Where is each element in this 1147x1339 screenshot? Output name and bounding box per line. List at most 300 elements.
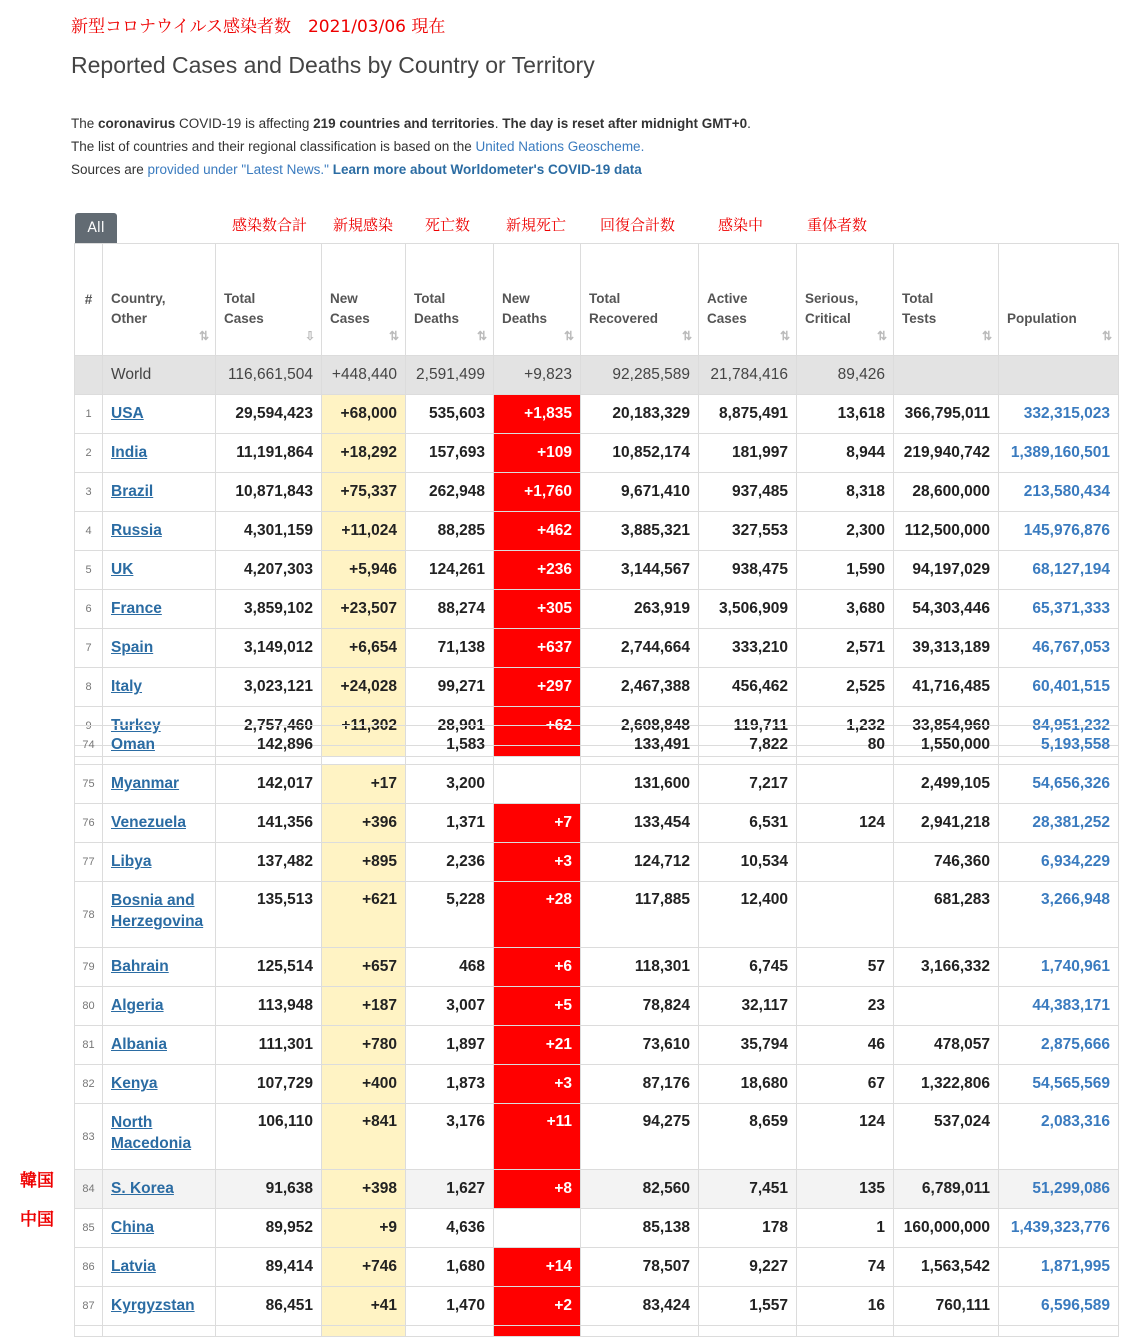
cell-total-cases: 141,356 — [216, 804, 322, 843]
cell-active-cases: 7,217 — [699, 765, 797, 804]
cell-total-recovered: 78,507 — [581, 1248, 699, 1287]
cell-total-tests: 537,024 — [894, 1104, 999, 1170]
cell-total-tests: 33,854,960 — [894, 707, 999, 746]
cell-rank: 1 — [75, 395, 103, 434]
cell-new-cases: +24,028 — [322, 668, 406, 707]
column-header-total-deaths[interactable] — [406, 244, 494, 356]
cell-country — [103, 804, 216, 843]
cell-total-cases: 113,948 — [216, 987, 322, 1026]
cell-new-deaths: +305 — [494, 590, 581, 629]
cell-total-cases: 86,451 — [216, 1287, 322, 1326]
cell-active-cases: 8,875,491 — [699, 395, 797, 434]
cell-population: 213,580,434 — [999, 473, 1119, 512]
cell-rank: 85 — [75, 1209, 103, 1248]
country-link[interactable]: India — [111, 444, 148, 461]
cell-total-recovered: 133,454 — [581, 804, 699, 843]
cell-total-tests — [894, 356, 999, 395]
cell-total-deaths: 88,285 — [406, 512, 494, 551]
country-link[interactable]: Myanmar — [111, 775, 180, 792]
column-header-country[interactable] — [103, 244, 216, 356]
table-row — [75, 987, 1119, 1026]
table-row — [75, 726, 1119, 765]
cell-new-cases — [322, 1326, 406, 1337]
cell-total-tests: 3,166,332 — [894, 948, 999, 987]
header-label-line2: Other — [111, 310, 148, 326]
country-link[interactable]: Spain — [111, 639, 154, 656]
country-link[interactable]: Kyrgyzstan — [111, 1297, 195, 1314]
cell-total-tests: 1,550,000 — [894, 726, 999, 765]
cell-new-cases: +187 — [322, 987, 406, 1026]
cell-total-cases: 106,110 — [216, 1104, 322, 1170]
cell-new-deaths: +9,823 — [494, 356, 581, 395]
cell-new-cases: +18,292 — [322, 434, 406, 473]
cell-population: 46,767,053 — [999, 629, 1119, 668]
header-label-line2: Critical — [805, 310, 851, 326]
sort-icon[interactable]: ⇅ — [198, 329, 209, 343]
cell-new-deaths: +14 — [494, 1248, 581, 1287]
cell-active-cases: 1,557 — [699, 1287, 797, 1326]
column-header-total-tests[interactable] — [894, 244, 999, 356]
cell-total-deaths: 3,176 — [406, 1104, 494, 1170]
cell-country: World — [103, 356, 216, 395]
table-row — [75, 843, 1119, 882]
table-row — [75, 512, 1119, 551]
cell-serious-critical — [797, 1326, 894, 1337]
table-row — [75, 1104, 1119, 1170]
cell-active-cases: 21,784,416 — [699, 356, 797, 395]
cell-population: 1,871,995 — [999, 1248, 1119, 1287]
sort-icon[interactable]: ⇩ — [304, 329, 315, 343]
cell-new-cases: +657 — [322, 948, 406, 987]
cell-new-deaths: +1,835 — [494, 395, 581, 434]
column-header-new-cases[interactable] — [322, 244, 406, 356]
column-header-new-deaths[interactable] — [494, 244, 581, 356]
cell-total-recovered: 20,183,329 — [581, 395, 699, 434]
cell-country — [103, 1026, 216, 1065]
intro-text-5: Sources are — [71, 162, 148, 177]
cell-country — [103, 590, 216, 629]
cell-total-deaths: 4,636 — [406, 1209, 494, 1248]
country-link[interactable]: Russia — [111, 522, 162, 539]
header-label-line2: Cases — [707, 310, 747, 326]
cell-country — [103, 948, 216, 987]
cell-new-cases: +448,440 — [322, 356, 406, 395]
cell-total-recovered: 85,138 — [581, 1209, 699, 1248]
cell-population: 1,389,160,501 — [999, 434, 1119, 473]
cell-total-recovered: 82,560 — [581, 1170, 699, 1209]
cell-country — [103, 668, 216, 707]
header-label-line2: Population — [1007, 310, 1077, 326]
country-link[interactable]: Libya — [111, 853, 152, 870]
cell-rank — [75, 356, 103, 395]
header-label-line2: Deaths — [414, 310, 460, 326]
cell-rank: 76 — [75, 804, 103, 843]
cell-new-deaths: +6 — [494, 948, 581, 987]
cell-active-cases: 7,822 — [699, 726, 797, 765]
intro-bold-1: coronavirus — [98, 116, 176, 131]
cell-active-cases: 178 — [699, 1209, 797, 1248]
table-row — [75, 882, 1119, 948]
header-label-line2: Deaths — [502, 310, 548, 326]
cell-new-deaths: +297 — [494, 668, 581, 707]
cell-total-tests — [894, 987, 999, 1026]
cell-rank: 81 — [75, 1026, 103, 1065]
cell-serious-critical — [797, 843, 894, 882]
cell-population: 6,596,589 — [999, 1287, 1119, 1326]
column-header-total-recovered[interactable] — [581, 244, 699, 356]
cell-new-cases: +11,302 — [322, 707, 406, 746]
cell-total-cases: 111,301 — [216, 1026, 322, 1065]
latest-news-link[interactable]: provided under "Latest News." — [147, 162, 329, 177]
header-label-line1: Active — [707, 290, 748, 306]
cell-total-recovered: 78,824 — [581, 987, 699, 1026]
country-link[interactable]: Kenya — [111, 1075, 158, 1092]
sort-icon[interactable]: ⇅ — [981, 329, 992, 343]
cell-total-cases: 107,729 — [216, 1065, 322, 1104]
cell-total-recovered: 3,885,321 — [581, 512, 699, 551]
cell-new-deaths: +109 — [494, 434, 581, 473]
country-link[interactable]: Turkey — [111, 717, 161, 734]
learn-more-link[interactable]: Learn more about Worldometer's COVID-19 data — [332, 162, 642, 177]
cell-active-cases: 6,531 — [699, 804, 797, 843]
cell-rank: 79 — [75, 948, 103, 987]
cell-total-tests: 94,197,029 — [894, 551, 999, 590]
cell-new-deaths — [494, 726, 581, 765]
intro-text-4: . The list of countries and their regional classification is based on the — [71, 116, 751, 154]
cell-country — [103, 1209, 216, 1248]
header-label: # — [84, 291, 93, 307]
cell-new-deaths: +3 — [494, 843, 581, 882]
cell-new-cases: +398 — [322, 1170, 406, 1209]
sort-icon[interactable]: ⇅ — [681, 329, 692, 343]
cell-total-deaths: 5,228 — [406, 882, 494, 948]
table-row — [75, 1209, 1119, 1248]
country-link[interactable]: North Macedonia — [111, 1114, 192, 1152]
cell-new-deaths: +21 — [494, 1026, 581, 1065]
cell-serious-critical: 135 — [797, 1170, 894, 1209]
cell-total-tests: 2,941,218 — [894, 804, 999, 843]
cell-population: 54,565,569 — [999, 1065, 1119, 1104]
column-header-serious-critical[interactable] — [797, 244, 894, 356]
cell-serious-critical: 16 — [797, 1287, 894, 1326]
cell-new-cases: +11,024 — [322, 512, 406, 551]
header-label-line1: Total — [902, 290, 934, 306]
jp-label-new-cases: 新規感染 — [333, 216, 394, 234]
cell-new-cases: +841 — [322, 1104, 406, 1170]
covid-table-top — [74, 243, 1119, 757]
country-link[interactable]: Brazil — [111, 483, 154, 500]
cell-rank: 5 — [75, 551, 103, 590]
cell-total-cases: 142,017 — [216, 765, 322, 804]
cell-country — [103, 726, 216, 765]
cell-population: 51,299,086 — [999, 1170, 1119, 1209]
cell-country — [103, 843, 216, 882]
header-label-line1: Country, — [111, 290, 166, 306]
table-row — [75, 434, 1119, 473]
country-link[interactable]: S. Korea — [111, 1180, 174, 1197]
cell-new-cases: +400 — [322, 1065, 406, 1104]
cell-total-deaths: 99,271 — [406, 668, 494, 707]
header-label-line2: Tests — [902, 310, 937, 326]
cell-total-deaths: 28,901 — [406, 707, 494, 746]
cell-serious-critical: 1 — [797, 1209, 894, 1248]
cell-new-deaths: +2 — [494, 1287, 581, 1326]
cell-total-cases: 125,514 — [216, 948, 322, 987]
cell-rank: 9 — [75, 707, 103, 746]
cell-total-cases: 4,207,303 — [216, 551, 322, 590]
country-link[interactable]: Bahrain — [111, 958, 169, 975]
cell-active-cases — [699, 1326, 797, 1337]
cell-active-cases: 35,794 — [699, 1026, 797, 1065]
cell-active-cases: 3,506,909 — [699, 590, 797, 629]
sort-icon[interactable]: ⇅ — [563, 329, 574, 343]
cell-rank: 77 — [75, 843, 103, 882]
cell-rank: 8 — [75, 668, 103, 707]
header-label-line1: Total — [589, 290, 621, 306]
header-label-line2: Recovered — [589, 310, 659, 326]
cell-serious-critical — [797, 765, 894, 804]
cell-rank: 87 — [75, 1287, 103, 1326]
cell-total-deaths: 2,591,499 — [406, 356, 494, 395]
cell-total-cases — [216, 1326, 322, 1337]
cell-new-deaths: +62 — [494, 707, 581, 746]
sort-icon[interactable]: ⇅ — [1101, 329, 1112, 343]
cell-country — [103, 1287, 216, 1326]
cell-total-recovered — [581, 1326, 699, 1337]
cell-new-deaths: +1,760 — [494, 473, 581, 512]
jp-label-active: 感染中 — [718, 216, 764, 234]
cell-population: 1,740,961 — [999, 948, 1119, 987]
cell-rank: 84 — [75, 1170, 103, 1209]
cell-total-recovered: 2,608,848 — [581, 707, 699, 746]
cell-rank: 78 — [75, 882, 103, 948]
table-row — [75, 629, 1119, 668]
cell-new-cases: +621 — [322, 882, 406, 948]
cell-total-deaths: 71,138 — [406, 629, 494, 668]
table-row — [75, 1170, 1119, 1209]
cell-country — [103, 987, 216, 1026]
cell-new-cases: +396 — [322, 804, 406, 843]
cell-total-tests: 39,313,189 — [894, 629, 999, 668]
table-row — [75, 948, 1119, 987]
country-link[interactable]: Algeria — [111, 997, 164, 1014]
un-geoscheme-link[interactable]: United Nations Geoscheme. — [475, 139, 645, 154]
cell-new-cases — [322, 726, 406, 765]
cell-active-cases: 7,451 — [699, 1170, 797, 1209]
country-link[interactable]: Italy — [111, 678, 143, 695]
cell-active-cases: 333,210 — [699, 629, 797, 668]
cell-serious-critical: 124 — [797, 804, 894, 843]
cell-population — [999, 356, 1119, 395]
cell-new-deaths: +7 — [494, 804, 581, 843]
cell-total-recovered: 131,600 — [581, 765, 699, 804]
cell-active-cases: 9,227 — [699, 1248, 797, 1287]
column-header-population[interactable] — [999, 244, 1119, 356]
cell-rank: 4 — [75, 512, 103, 551]
cell-total-recovered: 10,852,174 — [581, 434, 699, 473]
cell-serious-critical: 23 — [797, 987, 894, 1026]
cell-rank: 74 — [75, 726, 103, 765]
cell-country — [103, 395, 216, 434]
cell-new-deaths — [494, 765, 581, 804]
cell-active-cases: 6,745 — [699, 948, 797, 987]
cell-country — [103, 882, 216, 948]
cell-total-tests: 219,940,742 — [894, 434, 999, 473]
covid-table-bottom — [74, 725, 1119, 1337]
country-link[interactable]: France — [111, 600, 162, 617]
cell-total-tests: 1,563,542 — [894, 1248, 999, 1287]
cell-population: 65,371,333 — [999, 590, 1119, 629]
cell-total-tests: 28,600,000 — [894, 473, 999, 512]
cell-total-deaths: 468 — [406, 948, 494, 987]
cell-total-cases: 137,482 — [216, 843, 322, 882]
cell-total-recovered: 94,275 — [581, 1104, 699, 1170]
cell-rank: 7 — [75, 629, 103, 668]
cell-population: 145,976,876 — [999, 512, 1119, 551]
country-link[interactable]: Albania — [111, 1036, 167, 1053]
cell-total-deaths: 1,680 — [406, 1248, 494, 1287]
cell-serious-critical: 2,571 — [797, 629, 894, 668]
cell-country — [103, 512, 216, 551]
cell-new-deaths: +3 — [494, 1065, 581, 1104]
cell-total-tests: 366,795,011 — [894, 395, 999, 434]
cell-total-deaths: 157,693 — [406, 434, 494, 473]
country-link[interactable]: Venezuela — [111, 814, 186, 831]
cell-total-recovered: 2,744,664 — [581, 629, 699, 668]
cell-country — [103, 473, 216, 512]
country-link[interactable]: Bosnia and Herzegovina — [111, 892, 204, 930]
column-header-active-cases[interactable] — [699, 244, 797, 356]
cell-active-cases: 119,711 — [699, 707, 797, 746]
cell-new-cases: +41 — [322, 1287, 406, 1326]
table-row — [75, 1026, 1119, 1065]
jp-label-recovered: 回復合計数 — [600, 216, 676, 234]
table-row — [75, 1065, 1119, 1104]
header-label-line2: Cases — [330, 310, 370, 326]
cell-total-recovered: 118,301 — [581, 948, 699, 987]
column-header-total-cases[interactable] — [216, 244, 322, 356]
jp-title: 新型コロナウイルス感染者数 2021/03/06 現在 — [71, 17, 446, 37]
cell-total-tests: 112,500,000 — [894, 512, 999, 551]
cell-population: 6,934,229 — [999, 843, 1119, 882]
cell-active-cases: 937,485 — [699, 473, 797, 512]
table-row — [75, 473, 1119, 512]
cell-new-cases: +75,337 — [322, 473, 406, 512]
intro-bold-2: 219 countries and territories — [313, 116, 495, 131]
cell-serious-critical: 1,590 — [797, 551, 894, 590]
cell-total-recovered: 124,712 — [581, 843, 699, 882]
cell-rank: 82 — [75, 1065, 103, 1104]
cell-rank: 2 — [75, 434, 103, 473]
table-row — [75, 551, 1119, 590]
cell-total-tests: 681,283 — [894, 882, 999, 948]
cell-total-cases: 2,757,460 — [216, 707, 322, 746]
table-row — [75, 1248, 1119, 1287]
cell-total-tests: 760,111 — [894, 1287, 999, 1326]
cell-serious-critical: 8,318 — [797, 473, 894, 512]
world-row — [75, 356, 1119, 395]
cell-active-cases: 10,534 — [699, 843, 797, 882]
cell-total-deaths — [406, 1326, 494, 1337]
cell-new-deaths: +462 — [494, 512, 581, 551]
cell-total-recovered: 117,885 — [581, 882, 699, 948]
cell-rank: 75 — [75, 765, 103, 804]
country-link[interactable]: UK — [111, 561, 134, 578]
cell-rank: 86 — [75, 1248, 103, 1287]
header-label-line1: Serious, — [805, 290, 859, 306]
cell-population: 84,951,232 — [999, 707, 1119, 746]
cell-population — [999, 1326, 1119, 1337]
cell-population: 3,266,948 — [999, 882, 1119, 948]
cell-total-tests: 41,716,485 — [894, 668, 999, 707]
cell-active-cases: 12,400 — [699, 882, 797, 948]
intro-bold-3: The day is reset after midnight GMT+0 — [502, 116, 748, 131]
cell-active-cases: 32,117 — [699, 987, 797, 1026]
cell-serious-critical: 80 — [797, 726, 894, 765]
cell-country — [103, 629, 216, 668]
cell-serious-critical: 2,525 — [797, 668, 894, 707]
cell-total-tests: 1,322,806 — [894, 1065, 999, 1104]
cell-new-cases: +9 — [322, 1209, 406, 1248]
cell-serious-critical: 8,944 — [797, 434, 894, 473]
cell-new-cases: +895 — [322, 843, 406, 882]
country-link[interactable]: Oman — [111, 736, 155, 753]
jp-label-korea: 韓国 — [20, 1171, 54, 1191]
cell-new-deaths: +11 — [494, 1104, 581, 1170]
column-header-rank[interactable] — [75, 244, 103, 356]
cell-serious-critical: 1,232 — [797, 707, 894, 746]
cell-population: 2,083,316 — [999, 1104, 1119, 1170]
sort-icon[interactable]: ⇅ — [876, 329, 887, 343]
cell-total-tests: 160,000,000 — [894, 1209, 999, 1248]
cell-total-tests: 6,789,011 — [894, 1170, 999, 1209]
sort-icon[interactable]: ⇅ — [476, 329, 487, 343]
cell-serious-critical: 57 — [797, 948, 894, 987]
sort-icon[interactable]: ⇅ — [779, 329, 790, 343]
intro-text-1: The — [71, 116, 99, 131]
cell-total-recovered: 87,176 — [581, 1065, 699, 1104]
cell-new-cases: +6,654 — [322, 629, 406, 668]
cell-population: 28,381,252 — [999, 804, 1119, 843]
cell-total-deaths: 1,873 — [406, 1065, 494, 1104]
cell-total-deaths: 1,583 — [406, 726, 494, 765]
table-row — [75, 395, 1119, 434]
country-link[interactable]: USA — [111, 405, 144, 422]
cell-new-deaths: +236 — [494, 551, 581, 590]
sort-icon[interactable]: ⇅ — [388, 329, 399, 343]
cell-total-cases: 4,301,159 — [216, 512, 322, 551]
cell-rank — [75, 1326, 103, 1337]
header-label-line1: New — [502, 290, 530, 306]
country-link[interactable]: Latvia — [111, 1258, 156, 1275]
tab-all[interactable]: All — [75, 213, 117, 243]
cell-total-deaths: 88,274 — [406, 590, 494, 629]
cell-total-tests: 746,360 — [894, 843, 999, 882]
country-link[interactable]: China — [111, 1219, 155, 1236]
cell-total-recovered: 83,424 — [581, 1287, 699, 1326]
cell-total-recovered: 92,285,589 — [581, 356, 699, 395]
header-label-line2: Cases — [224, 310, 264, 326]
cell-total-deaths: 262,948 — [406, 473, 494, 512]
cell-serious-critical: 74 — [797, 1248, 894, 1287]
cell-new-cases: +17 — [322, 765, 406, 804]
cell-new-cases: +780 — [322, 1026, 406, 1065]
cell-serious-critical: 3,680 — [797, 590, 894, 629]
cell-total-recovered: 2,467,388 — [581, 668, 699, 707]
cell-total-cases: 91,638 — [216, 1170, 322, 1209]
cell-total-deaths: 2,236 — [406, 843, 494, 882]
jp-label-critical: 重体者数 — [807, 216, 868, 234]
